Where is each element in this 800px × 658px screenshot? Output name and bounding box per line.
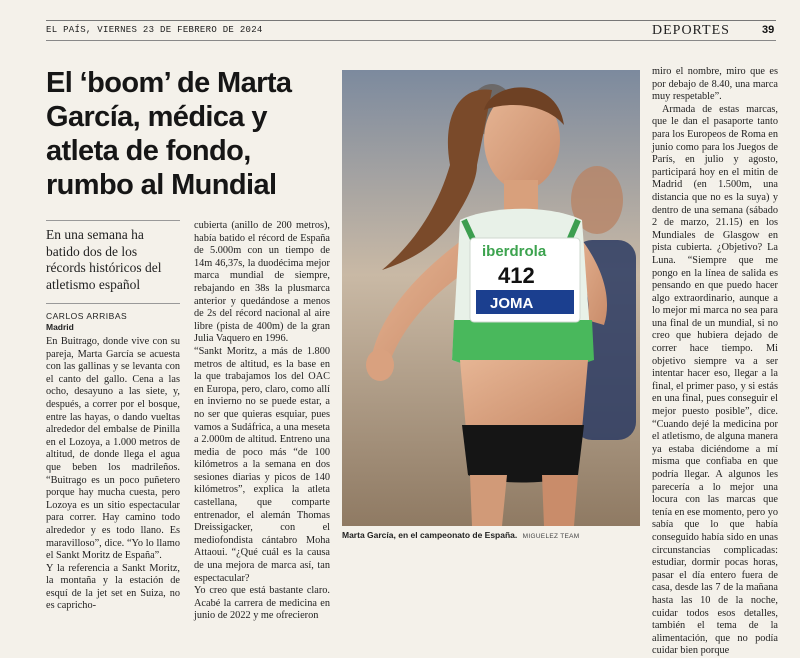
subhead: En una semana ha batido dos de los récords históricos del atletismo español (46, 227, 162, 292)
paragraph: cubierta (anillo de 200 metros), había batido el récord de España de 5.000m con un tiempo de 14m 46,37s, la duodécima mejor marca mundial de siempre, rebajando en 38s la plusmarca anterior y quedándose a menos de 2s del récord nacional al aire libre (pista de 400m) de la gran Julia Vaquero en 1996. (194, 220, 330, 345)
caption-text: Marta García, en el campeonato de España. (342, 530, 518, 540)
bib-sponsor-bottom: JOMA (490, 295, 534, 312)
paragraph: miro el nombre, miro que es por debajo de 8.40, una marca muy respetable”. (652, 66, 778, 103)
athlete-photo (342, 70, 640, 526)
publication-date: EL PAÍS, VIERNES 23 DE FEBRERO DE 2024 (46, 25, 263, 35)
page-number: 39 (762, 24, 775, 36)
body-column-2 (194, 220, 330, 623)
subhead-rule-top (46, 220, 180, 221)
body-column-3 (652, 66, 778, 658)
section-name: DEPORTES (652, 23, 730, 38)
dateline: Madrid (46, 322, 74, 332)
paragraph: Y la referencia a Sankt Moritz, la montaña y la estación de esquí de la jet set en Suiza, no es capricho- (46, 562, 180, 612)
photo-caption (342, 530, 580, 540)
paragraph: En Buitrago, donde vive con su pareja, Marta García se acuesta con las gallinas y se levanta con el canto del gallo. Cena a las ocho, desayuno a las siete, y, después, a correr por el bosque, entre las hayas, o dando vueltas alrededor del embalse de Pinilla en el Lozoya, a 1.000 metros de altitud, de donde llega el agua que beben los madrileños. “Buitrago es un poco puñetero porque hay mucha cuesta, pero Lozoya es un sitio espectacular para correr. Hay camino todo alrededor y es todo llano. Es maravilloso”, dice. “Yo lo llamo el Sankt Moritz de España”. (46, 336, 180, 562)
bib-number: 412 (498, 263, 535, 288)
byline: CARLOS ARRIBAS (46, 311, 128, 321)
bib-sponsor-top: iberdrola (482, 243, 547, 260)
body-column-1 (46, 336, 180, 613)
headline: El ‘boom’ de Marta García, médica y atleta de fondo, rumbo al Mundial (46, 67, 292, 201)
top-rule (46, 20, 776, 21)
paragraph: “Sankt Moritz, a más de 1.800 metros de altitud, es la base en la que trabajamos los del OAC en Europa, pero, claro, como allí en invierno no se puede estar, a no ser que quieras esquiar, pues vamos a Sudáfrica, a una meseta a 2.000m de altitud. Entreno una media de poco más “de 100 kilómetros a la semana en dos sesiones diarias y picos de 140 kilómetros”, explica la atleta castellana, que comparte entrenador, el alemán Thomas Dreissigacker, con el mediofondista cántabro Moha Attaoui. “¿Qué cuál es la causa de una mejora de marca así, tan espectacular? (194, 345, 330, 584)
photo-credit: MIGUELEZ TEAM (522, 533, 580, 540)
athlete-illustration (342, 70, 640, 526)
paragraph: Armada de estas marcas, que le dan el pasaporte tanto para los Europeos de Roma en junio como para los Juegos de París, en julio y agosto, participará hoy en el mitin de Madrid (en 1.500m, una distancia que no es la suya) y dentro de una semana (sábado 2 de marzo, 21.15) en los Mundiales de Glasgow en pista cubierta. ¿Objetivo? La Luna. “Siempre que me pongo en la línea de salida es pensando en que puedo hacer algo extraordinario, aunque a lo mejor mi marca no sea para una final de un mundial, si no creo que hubiera dejado de correr hace tiempo. Mi objetivo siempre va a ser intentar hacer eso, llegar a la final, el primer paso, y si estás en una final, pues conseguir el mejor puesto posible”, dice. “Cuando dejé la medicina por el atletismo, de alguna manera ya estaba diciéndome a mí misma que confiaba en que podría llegar. A algunos les parecería a lo mejor una locura con las marcas que tenía en ese momento, pero yo sabía que lo que había conseguido había sido en unas circunstancias complicadas: estudiar, dormir pocas horas, pasar el día entero fuera de casa, desde las 7 de la mañana hasta las 10 de la noche, cuidar todos esos detalles, también el tema de la alimentación, que no podía cuidar bien porque (652, 103, 778, 657)
masthead-rule (46, 40, 776, 41)
paragraph: Yo creo que está bastante claro. Acabé la carrera de medicina en junio de 2022 y me ofrecieron (194, 585, 330, 622)
subhead-rule-bottom (46, 303, 180, 304)
